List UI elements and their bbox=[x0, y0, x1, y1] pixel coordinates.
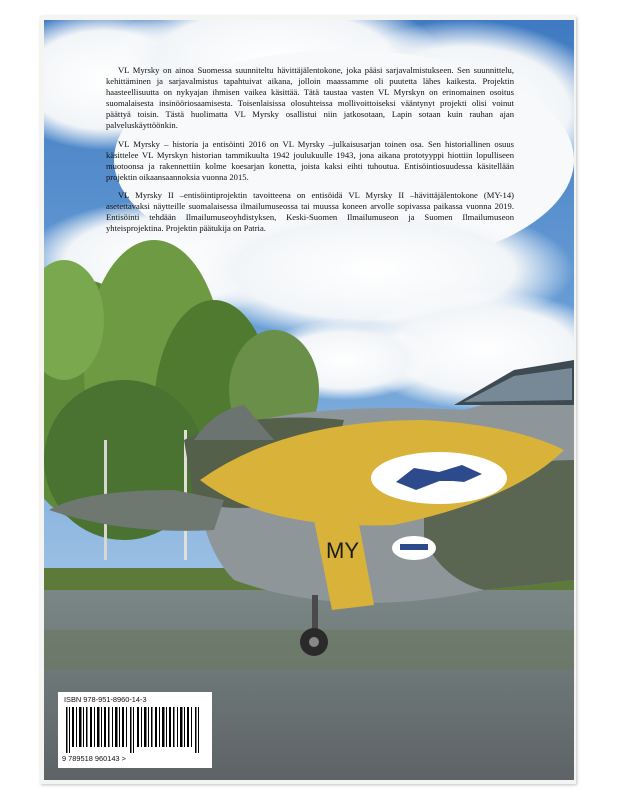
aircraft-code: MY bbox=[326, 538, 359, 563]
isbn-label: ISBN 978-951-8960-14-3 bbox=[64, 695, 147, 704]
paragraph-2: VL Myrsky – historia ja entisöinti 2016 on VL Myrsky –julkaisusarjan toinen osa. Sen historiallinen osuus käsittelee VL Myrskyn historian tammikuulta 1942 joulukuulle 1943, jona aikana prototyyppi hiottiin lopulliseen muotoonsa ja rakennettiin kolme koesarjan konetta, joista kaksi eihti tuhoutua. Entisöintiosuudessa käsitellään projektin oikaansaannoksia vuonna 2015. bbox=[106, 138, 514, 182]
paragraph-3: VL Myrsky II –entisöintiprojektin tavoitteena on entisöidä VL Myrsky II –hävittäjälentokone (MY-14) asetettavaksi näytteille suomalaisessa ilmailumuseossa tai muussa koneen arvolle sopivassa paikassa vuonna 2019. Entisöinti tehdään Ilmailumuseoyhdistyksen, Keski-Suomen Ilmailumuseon ja Suomen Ilmailumuseon yhteisprojektina. Projektin päätukija on Patria. bbox=[106, 189, 514, 234]
back-cover bbox=[44, 20, 574, 780]
paragraph-1: VL Myrsky on ainoa Suomessa suunniteltu hävittäjälentokone, joka pääsi sarjavalmistukseen. Sen suunnittelu, kehittäminen ja sarjavalmistus tapahtuivat aikana, jolloin maassamme oli puutetta lähes kaikesta. Projektin haasteellisuutta on nykyajan ihmisen vaikea käsittää. Tätä taustaa vasten VL Myrskyn on erinomainen osoitus suomalaisesta insinööriosaamisesta. Toisenlaisissa olosuhteissa mollivoittoiseksi vääntynyt projekti olisi voinut päättyä toisin. Tästä huolimatta VL Myrsky osallistui niin jatkosotaan, Lapin sotaan kuin rauhan ajan palveluskäyttöönkin. bbox=[106, 65, 514, 131]
barcode-box bbox=[58, 692, 212, 768]
cover-text bbox=[106, 65, 514, 241]
barcode bbox=[66, 707, 204, 753]
barcode-digits: 9 789518 960143 > bbox=[62, 754, 126, 763]
